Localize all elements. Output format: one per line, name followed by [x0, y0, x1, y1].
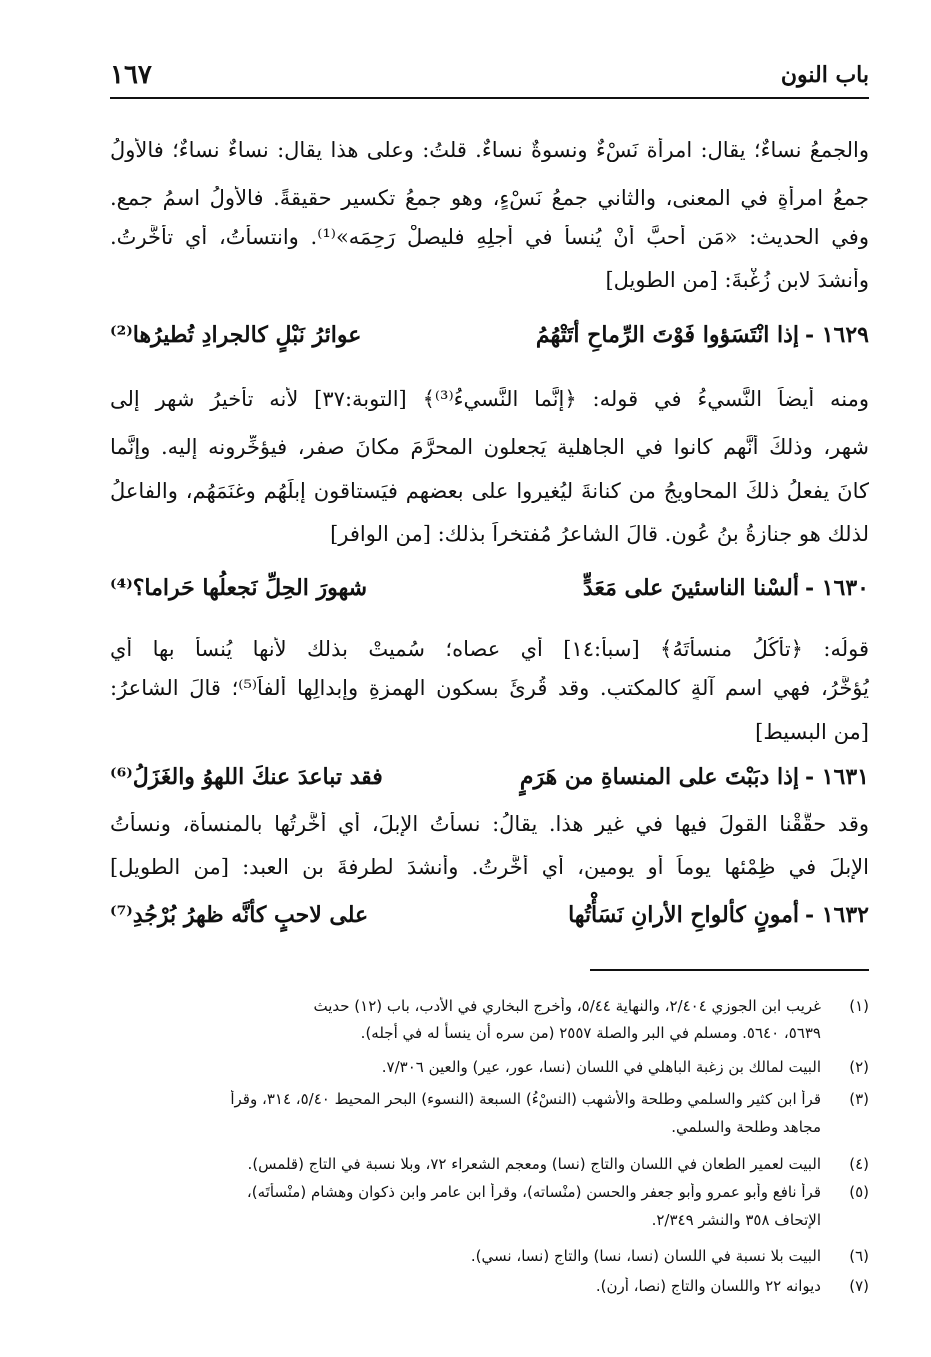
- footnote-number: (٤): [849, 1155, 869, 1173]
- verse-second-hemistich: شهورَ الحِلِّ نَجعلُها حَراما؟⁽⁴⁾: [110, 575, 368, 601]
- verse-number: ١٦٢٩ -: [804, 322, 869, 348]
- header-divider: [110, 97, 869, 99]
- verse-number: ١٦٣٠ -: [804, 575, 869, 601]
- verse-number: ١٦٣٢ -: [804, 902, 869, 928]
- verse-first-hemistich: إذا دبَبْتَ على المنساةِ من هَرَمٍ: [519, 764, 799, 790]
- paragraph-line: وقد حقَّقْنا القولَ فيها في غيرِ هذا. يقالُ: نسأتُ الإبلَ، أي أخَّرتُها بالمنسأة، ونسأتُ: [110, 812, 869, 836]
- verse-line: [110, 322, 869, 362]
- footnote-text: غريب ابن الجوزي ٢/٤٠٤، والنهاية ٥/٤٤، وأخرج البخاري في الأدب، باب (١٢) حديث: [313, 997, 821, 1015]
- footnote-text: البيت لمالك بن زغبة الباهلي في اللسان (نسا، عور، عير) والعين ٧/٣٠٦.: [381, 1058, 821, 1076]
- paragraph-line: قولُه: ﴿تأكُلُ منسأتَهُ﴾ [سبأ:١٤] أي عصاه؛ سُميتْ بذلك لأنها يُنسأُ بها أي: [110, 637, 869, 661]
- footnote: [110, 1058, 869, 1082]
- verse-line: [110, 575, 869, 615]
- footnote: [110, 1247, 869, 1271]
- paragraph-line: شهرٍ، وذلكَ أنَّهم كانوا في الجاهلية يَجعلون المحرَّمَ مكانَ صفر، فيؤخِّرونه إليه. وإنَّما: [110, 435, 869, 459]
- meter-note: [من البسيط]: [755, 720, 869, 744]
- paragraph-line: لذلك هو جنازةُ بنُ عُون. قالَ الشاعرُ مُفتخراً بذلك: [من الوافر]: [330, 522, 869, 546]
- footnote: [110, 997, 869, 1045]
- footnote-text: ٥٦٣٩، ٥٦٤٠. ومسلم في البر والصلة ٢٥٥٧ (من سره أن ينسأ له في أجله).: [360, 1024, 821, 1042]
- footnote-text: مجاهد وطلحة والسلمي.: [671, 1118, 821, 1136]
- verse-line: [110, 902, 869, 942]
- paragraph-line: ومنه أيضاً النَّسيءُ في قوله: ﴿إنَّما النَّسيءُ⁽³⁾﴾ [التوبة:٣٧] لأنه تأخيرُ شهرٍ إلى: [110, 387, 869, 411]
- paragraph-line: يُؤخَّرُ، فهي اسم آلةٍ كالمكتبِ. وقد قُرئَ بسكونِ الهمزةِ وإبدالِها ألفاً⁽⁵⁾؛ قالَ الشاعرُ:: [110, 676, 869, 700]
- verse-number: ١٦٣١ -: [804, 764, 869, 790]
- footnote: [110, 1183, 869, 1235]
- footnote-text: قرأ ابن كثير والسلمي وطلحة والأشهب (النسْءُ) السبعة (النسوء) البحر المحيط ٥/٤٠، ٣١٤، وقرأ: [230, 1090, 821, 1108]
- paragraph-line: والجمعُ نساءٌ؛ يقال: امرأة نَسْءٌ ونسوةٌ نساءٌ. قلتُ: وعلى هذا يقال: نساءٌ نساءٌ؛ فالأولُ: [110, 138, 869, 162]
- paragraph-line: الإبلَ في ظِمْئها يوماً أو يومين، أي أخَّرتُ. وأنشدَ لطرفةَ بنِ العبد: [من الطويل]: [110, 855, 869, 879]
- footnote-number: (٧): [849, 1277, 869, 1295]
- verse-second-hemistich: عوائرُ نَبْلٍ كالجرادِ تُطيرُها⁽²⁾: [110, 322, 362, 348]
- paragraph-line: وفي الحديث: «مَن أحبَّ أنْ يُنسأَ في أجلِهِ فليصلْ رَحِمَه»⁽¹⁾. وانتسأتُ، أي تأخَّرتُ.: [110, 225, 869, 249]
- verse-line: [110, 764, 869, 804]
- verse-first-hemistich: أمونٍ كألواحِ الأرانِ نَسَأْتُها: [568, 902, 799, 928]
- footnote-number: (٢): [849, 1058, 869, 1076]
- footnote-text: ديوانه ٢٢ واللسان والتاج (نصا، أرن).: [595, 1277, 821, 1295]
- footnote-number: (٦): [849, 1247, 869, 1265]
- verse-first-hemistich: ألسْنا الناسئينَ على مَعَدٍّ: [582, 575, 799, 601]
- footnote-number: (١): [849, 997, 869, 1015]
- footnote-number: (٣): [849, 1090, 869, 1108]
- paragraph-line: جمعُ امرأةٍ في المعنى، والثاني جمعُ نَسْءٍ، وهو جمعُ تكسيرٍ حقيقةً. فالأولُ اسمُ جمعٍ.: [110, 186, 869, 210]
- page-number: ١٦٧: [110, 60, 152, 90]
- footnote-text: الإتحاف ٣٥٨ والنشر ٢/٣٤٩.: [651, 1211, 821, 1229]
- page-header: [110, 58, 869, 94]
- footnote-number: (٥): [849, 1183, 869, 1201]
- verse-first-hemistich: إذا انْتَسَؤوا فَوْتَ الرِّماحِ أتَتْهُمُ: [535, 322, 799, 348]
- footnote-divider: [590, 969, 869, 971]
- footnote: [110, 1277, 869, 1301]
- footnote-text: البيت بلا نسبة في اللسان (نسا، نسا) والتاج (نسا، نسي).: [470, 1247, 821, 1265]
- verse-second-hemistich: فقد تباعدَ عنكَ اللهوُ والغَزَلُ⁽⁶⁾: [110, 764, 383, 790]
- chapter-title: باب النون: [780, 62, 869, 88]
- paragraph-line: كانَ يفعلُ ذلكَ المحاويجُ من كنانةَ ليُغيروا على بعضهم فيَستاقون إبلَهُم وغنَمَهُم، والفاعلُ: [110, 479, 869, 503]
- meter-note: وأنشدَ لابنِ زُغْبةَ: [من الطويل]: [605, 268, 869, 292]
- verse-second-hemistich: على لاحبٍ كأنَّه ظهرُ بُرْجُدِ⁽⁷⁾: [110, 902, 369, 928]
- footnote-text: البيت لعمير الطعان في اللسان والتاج (نسا) ومعجم الشعراء ٧٢، وبلا نسبة في التاج (قلمس).: [247, 1155, 821, 1173]
- footnote: [110, 1155, 869, 1179]
- footnote-text: قرأ نافع وأبو عمرو وأبو جعفر والحسن (منْساته)، وقرأ ابن عامر وابن ذكوان وهشام (منْسأْتَه)،: [246, 1183, 821, 1201]
- footnote: [110, 1090, 869, 1142]
